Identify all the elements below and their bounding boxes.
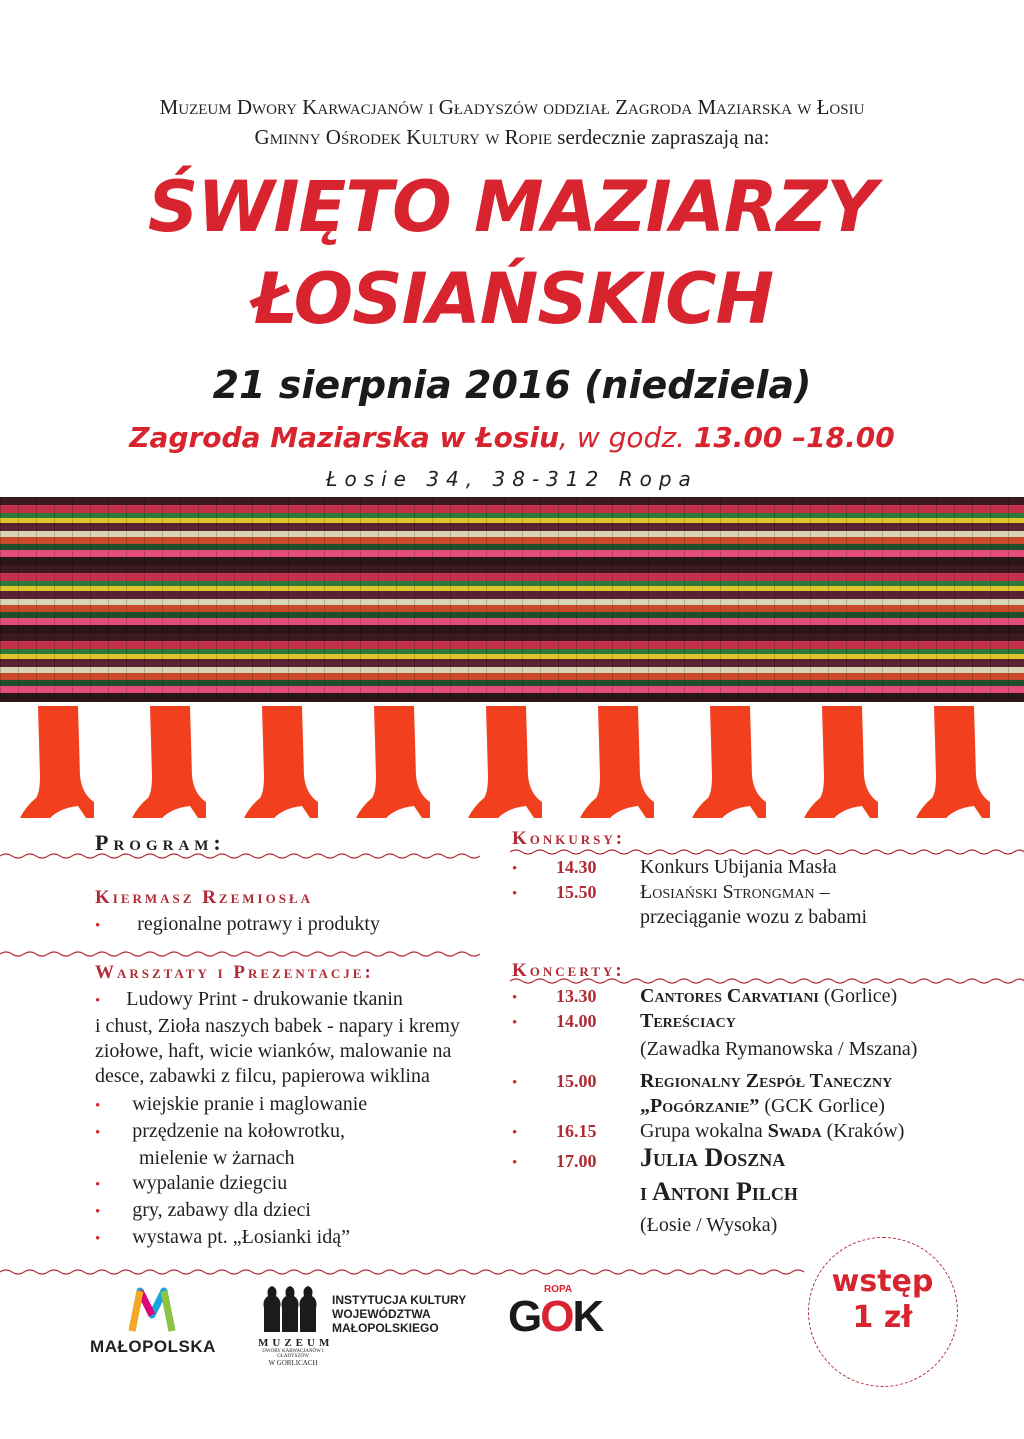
red-boots-illustration (0, 702, 1024, 822)
venue-place: Zagroda Maziarska w Łosiu (129, 421, 560, 454)
warsztaty-heading: Warsztaty i Prezentacje: (95, 962, 374, 983)
striped-fabric-image (0, 497, 1024, 702)
konkursy-list: • 14.30 Konkurs Ubijania Masła • 15.50 Łosiański Strongman – przeciąganie wozu z babami (512, 855, 1012, 930)
list-item: • wypalanie dziegciu (95, 1172, 288, 1194)
gok-logo-text: GOK (508, 1292, 603, 1341)
bullet-icon: • (95, 993, 101, 1009)
malopolska-m-icon (88, 1285, 218, 1335)
ornamental-divider (0, 950, 485, 958)
bullet-icon: • (95, 1177, 101, 1193)
museum-figures-icon (258, 1284, 322, 1332)
boot-icon (356, 706, 430, 818)
venue-hours-prefix: , w godz. (559, 421, 685, 454)
konkursy-heading: Konkursy: (512, 828, 626, 849)
ornamental-divider (0, 852, 485, 860)
boot-icon (916, 706, 990, 818)
venue-hours: 13.00 –18.00 (693, 421, 895, 454)
event-title-line-1: ŚWIĘTO MAZIARZY (147, 166, 877, 248)
entry-fee-badge (808, 1237, 958, 1387)
list-item: mielenie w żarnach (139, 1147, 295, 1169)
bullet-icon: • (95, 1204, 101, 1220)
bullet-icon: • (512, 990, 518, 1006)
malopolska-logo: MAŁOPOLSKA (88, 1285, 218, 1360)
boot-icon (692, 706, 766, 818)
list-item: • 17.00 Julia Doszna (512, 1143, 786, 1172)
koncerty-list: • 13.30 Cantores Carvatiani (Gorlice) • 14.00 Tereściacy (Zawadka Rymanowska / Mszana) • 15.00 Regionalny Zespół Taneczny „Pogórzanie” (GCK Gorlice) • 16.15 Grupa wokalna Swada (Kraków) • 17.00 Julia Doszna i Antoni Pilch (Łosie / Wysoka) (512, 984, 1012, 1238)
bullet-icon: • (512, 886, 518, 902)
list-item: • przędzenie na kołowrotku, (95, 1120, 345, 1142)
boot-icon (20, 706, 94, 818)
bullet-icon: • (95, 1231, 101, 1247)
badge-line-1: wstęp (831, 1264, 934, 1299)
warsztaty-list (95, 1092, 485, 1252)
list-item: • 14.00 Tereściacy (512, 1010, 736, 1032)
list-item: • wiejskie pranie i maglowanie (95, 1093, 368, 1115)
venue-address: Łosie 34, 38-312 Ropa (326, 467, 698, 491)
list-item: • 13.30 Cantores Carvatiani (Gorlice) (512, 985, 898, 1007)
list-item: • wystawa pt. „Łosianki idą” (95, 1226, 350, 1248)
boot-icon (804, 706, 878, 818)
bullet-icon: • (512, 1015, 518, 1031)
list-item: • 15.50 Łosiański Strongman – (512, 881, 830, 903)
list-item: • 16.15 Grupa wokalna Swada (Kraków) (512, 1120, 905, 1142)
boot-icon (468, 706, 542, 818)
program-heading: Program: (95, 830, 226, 855)
bullet-icon: • (512, 861, 518, 877)
warsztaty-intro: • Ludowy Print - drukowanie tkanin i chust, Zioła naszych babek - napary i kremy ziołowe, haft, wicie wianków, malowanie na desce, zabawki z filcu, papierowa wiklina (95, 988, 460, 1087)
boot-icon (132, 706, 206, 818)
list-item: • 15.00 Regionalny Zespół Taneczny (512, 1070, 893, 1092)
kiermasz-heading: Kiermasz Rzemiosła (95, 887, 313, 908)
boot-icon (580, 706, 654, 818)
organizer-gok: Gminny Ośrodek Kultury w Ropie (254, 125, 553, 149)
institution-text: INSTYTUCJA KULTURY WOJEWÓDZTWA MAŁOPOLSKIEGO (332, 1293, 467, 1335)
bullet-icon: • (95, 1125, 101, 1141)
bullet-icon: • (95, 918, 101, 934)
event-venue (0, 418, 1024, 458)
gok-ropa-logo: GOK ROPA (508, 1284, 603, 1341)
koncerty-heading: Koncerty: (512, 960, 625, 981)
bullet-icon: • (512, 1125, 518, 1141)
badge-line-2: 1 zł (852, 1300, 913, 1335)
event-title-line-2: ŁOSIAŃSKICH (250, 258, 774, 340)
bullet-icon: • (95, 1098, 101, 1114)
museum-logo: MUZEUM DWORY KARWACJANÓW I GŁADYSZÓW W GORLICACH (258, 1284, 338, 1374)
bullet-icon: • (512, 1155, 518, 1171)
organizer-line-1: Muzeum Dwory Karwacjanów i Gładyszów oddział Zagroda Maziarska w Łosiu (159, 95, 865, 119)
list-item: • gry, zabawy dla dzieci (95, 1199, 311, 1221)
list-item: • 14.30 Konkurs Ubijania Masła (512, 856, 837, 878)
organizer-line-2 (0, 122, 1024, 152)
invitation-text: serdecznie zapraszają na: (557, 125, 770, 149)
bullet-icon: • (512, 1075, 518, 1091)
event-date: 21 sierpnia 2016 (niedziela) (212, 363, 812, 407)
boot-icon (244, 706, 318, 818)
list-item: • regionalne potrawy i produkty (95, 913, 380, 935)
